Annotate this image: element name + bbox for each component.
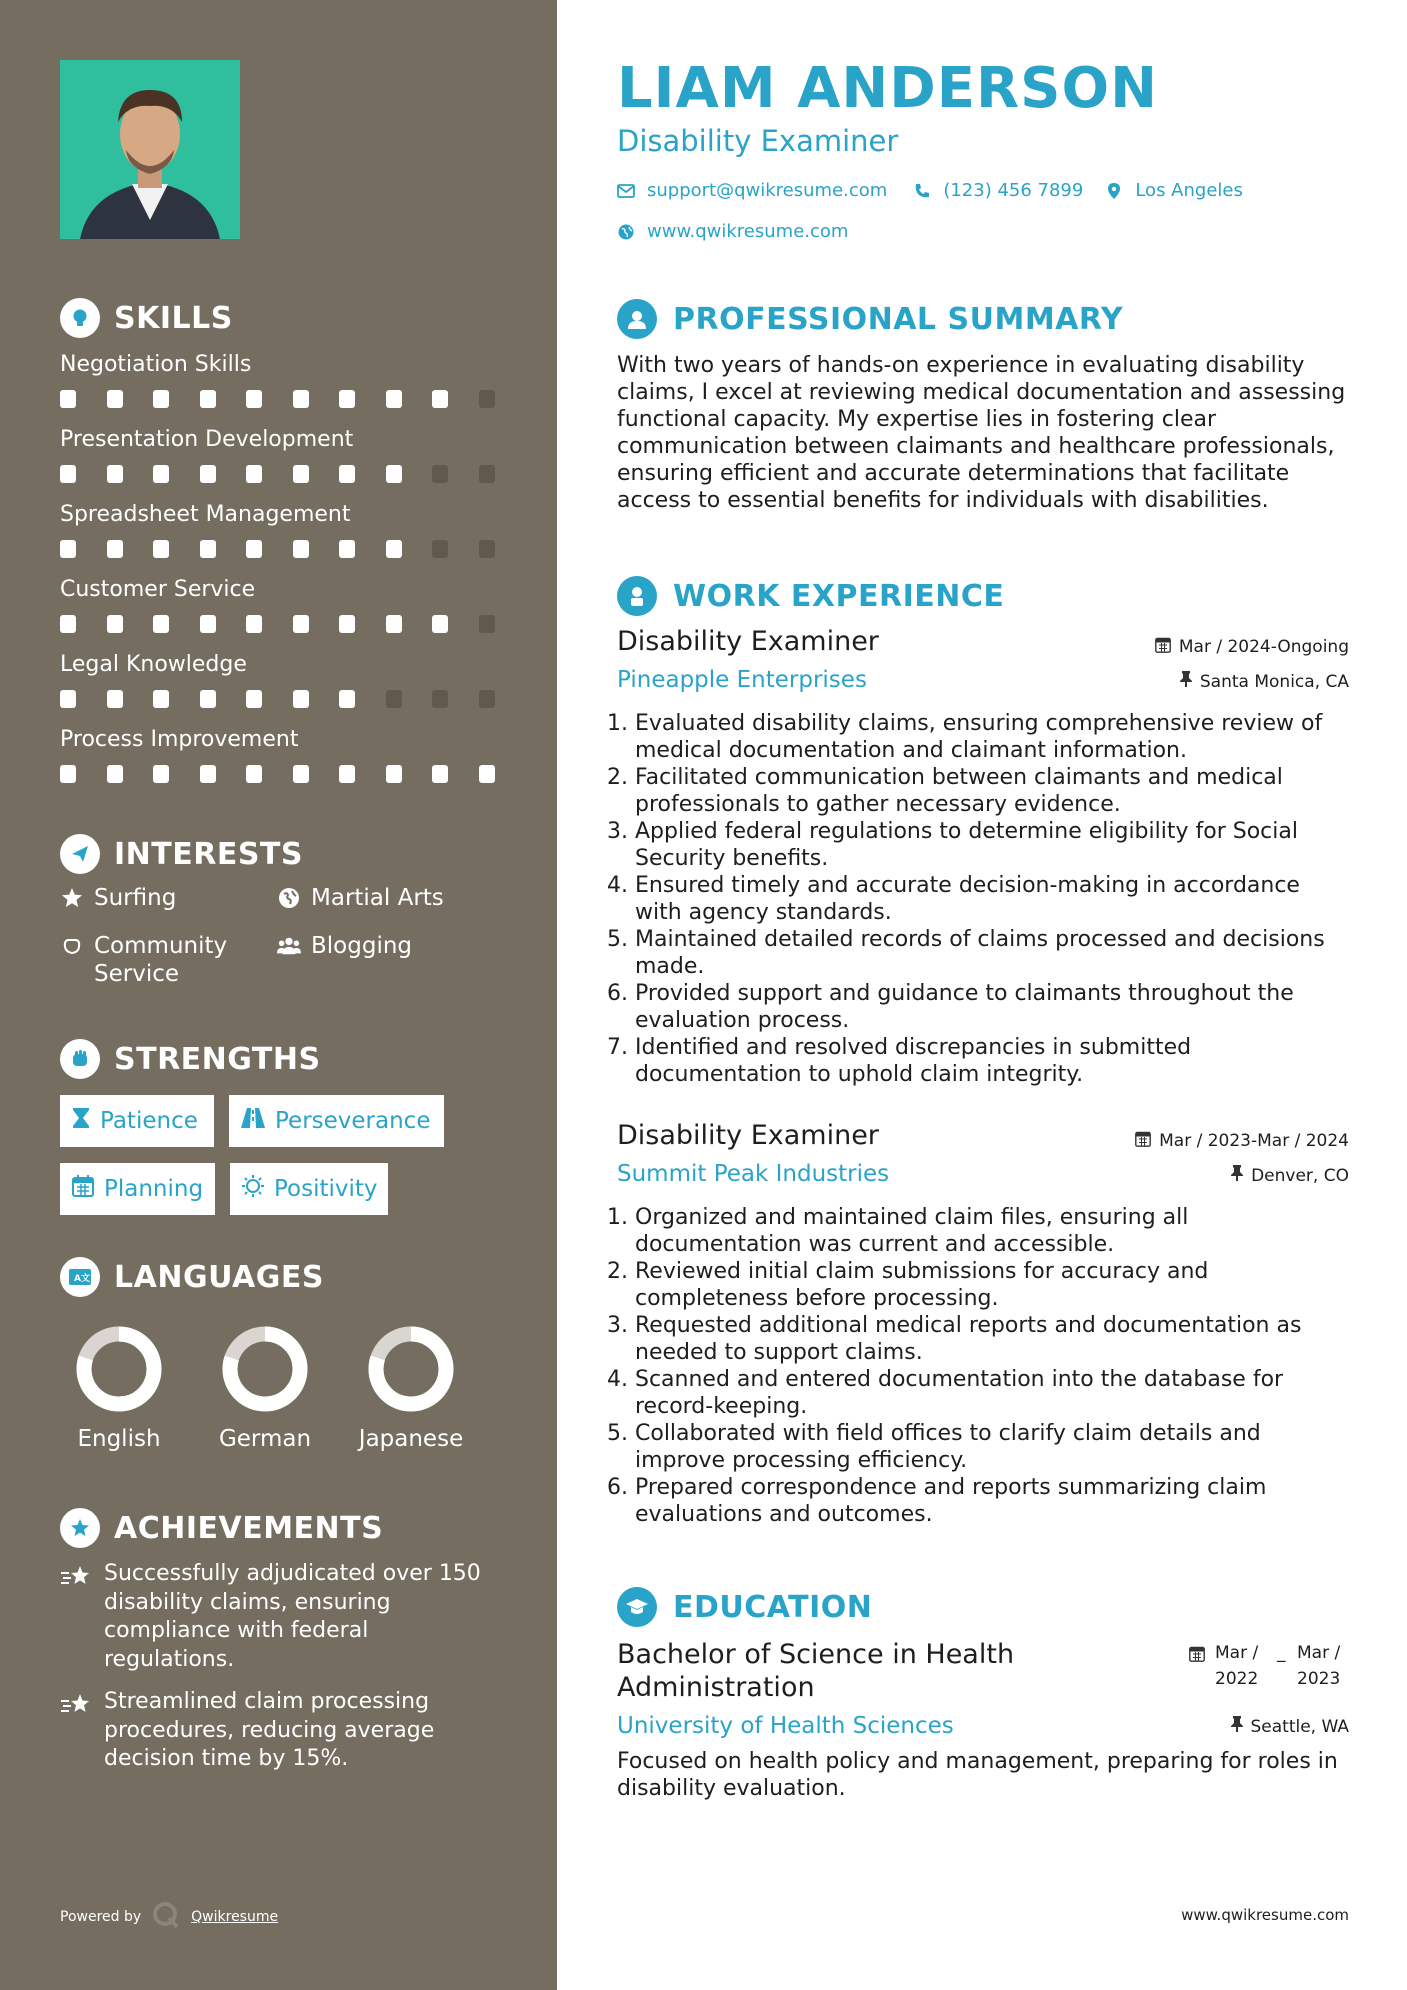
skill-dot	[479, 765, 495, 783]
education-end: Mar / 2023	[1297, 1643, 1341, 1689]
envelope-icon	[617, 182, 635, 200]
svg-text:A: A	[74, 1274, 82, 1284]
skill-dot	[60, 615, 76, 633]
skill-rating	[60, 765, 525, 783]
job-company: Pineapple Enterprises	[617, 667, 867, 693]
language-item	[356, 1326, 466, 1452]
skill-dot	[432, 615, 448, 633]
skill-dot	[339, 540, 355, 558]
skill-dot	[293, 540, 309, 558]
achievements-heading: ACHIEVEMENTS	[114, 1510, 384, 1546]
skill-dot	[293, 765, 309, 783]
sun-icon	[242, 1175, 264, 1203]
skill-dot	[339, 465, 355, 483]
phone-icon	[913, 182, 931, 200]
achievement-item: Streamlined claim processing procedures, reducing average decision time by 15%.	[60, 1688, 500, 1774]
skills-title	[60, 298, 233, 338]
users-icon	[277, 934, 301, 958]
email-link[interactable]: support@qwikresume.com	[647, 180, 888, 201]
globe-icon	[277, 886, 301, 910]
skill-dot	[153, 765, 169, 783]
duty-item: 5. Maintained detailed records of claims processed and decisions made.	[635, 926, 1349, 980]
duty-item: 7. Identified and resolved discrepancies in submitted documentation to uphold claim integrity.	[635, 1034, 1349, 1088]
skill-rating	[60, 390, 525, 408]
interests-heading: INTERESTS	[114, 836, 303, 872]
education-text: Focused on health policy and management, preparing for roles in disability evaluation.	[617, 1749, 1338, 1801]
skill-dot	[432, 390, 448, 408]
skill-dot	[200, 540, 216, 558]
sidebar	[0, 0, 557, 1990]
duty-item: 4. Scanned and entered documentation into the database for record-keeping.	[635, 1366, 1349, 1420]
website-row	[617, 221, 848, 242]
skill-dot	[339, 690, 355, 708]
skill-dot	[246, 390, 262, 408]
skill-dot	[479, 390, 495, 408]
education-dates: Mar / 2022 _ Mar / 2023	[1189, 1640, 1349, 1692]
skill-dot	[246, 540, 262, 558]
job-duties	[617, 1204, 1349, 1528]
skill-dot	[246, 615, 262, 633]
skill-dot	[386, 765, 402, 783]
duty-item: 4. Ensured timely and accurate decision-making in accordance with agency standards.	[635, 872, 1349, 926]
skill-dot	[246, 465, 262, 483]
duty-item: 3. Applied federal regulations to determine eligibility for Social Security benefits.	[635, 818, 1349, 872]
skill-name: Legal Knowledge	[60, 652, 247, 677]
calendar-icon	[1135, 1130, 1151, 1152]
duty-item: 6. Provided support and guidance to claimants throughout the evaluation process.	[635, 980, 1349, 1034]
interest-martial-arts: Martial Arts	[277, 884, 444, 912]
qwikresume-logo-icon	[151, 1900, 181, 1934]
skill-dot	[339, 765, 355, 783]
skill-dot	[153, 690, 169, 708]
language-name: Japanese	[358, 1426, 464, 1452]
skill-name: Spreadsheet Management	[60, 502, 351, 527]
skill-rating	[60, 615, 525, 633]
skill-dot	[153, 540, 169, 558]
pushpin-icon	[1231, 1716, 1243, 1737]
skill-dot	[107, 690, 123, 708]
skill-dot	[200, 765, 216, 783]
job-location: Denver, CO	[1231, 1165, 1349, 1186]
duty-item: 2. Reviewed initial claim submissions for accuracy and completeness before processing.	[635, 1258, 1349, 1312]
skill-dot	[60, 540, 76, 558]
strength-planning: Planning	[60, 1163, 215, 1215]
skill-dot	[200, 690, 216, 708]
skill-dot	[479, 690, 495, 708]
language-ring	[368, 1326, 454, 1412]
star-icon	[60, 886, 84, 910]
skill-dot	[432, 540, 448, 558]
briefcase-user-icon	[617, 576, 657, 616]
skill-dot	[153, 615, 169, 633]
calendar-icon	[1155, 636, 1171, 658]
skill-dot	[386, 615, 402, 633]
globe-icon	[617, 223, 635, 241]
skill-dot	[293, 465, 309, 483]
job-dates: Mar / 2024-Ongoing	[1155, 636, 1349, 658]
language-name: English	[77, 1426, 161, 1452]
duty-item: 1. Evaluated disability claims, ensuring comprehensive review of medical documentation and claimant information.	[635, 710, 1349, 764]
location-text: Los Angeles	[1135, 180, 1243, 201]
skill-dot	[293, 390, 309, 408]
skill-rating	[60, 540, 525, 558]
skill-dot	[479, 615, 495, 633]
paper-plane-icon	[60, 834, 100, 874]
interests-title	[60, 834, 303, 874]
map-pin-icon	[1105, 182, 1123, 200]
trophy-star-icon	[60, 1508, 100, 1548]
interest-blogging: Blogging	[277, 932, 412, 960]
education-start: Mar / 2022	[1215, 1643, 1259, 1689]
skills-heading: SKILLS	[114, 300, 233, 336]
skill-dot	[293, 690, 309, 708]
skill-dot	[60, 465, 76, 483]
skill-name: Negotiation Skills	[60, 352, 252, 377]
website-link[interactable]: www.qwikresume.com	[647, 221, 849, 242]
profile-photo	[60, 60, 240, 239]
skill-dot	[153, 465, 169, 483]
shooting-star-icon	[60, 1692, 94, 1774]
skill-dot	[293, 615, 309, 633]
calendar-icon	[72, 1175, 94, 1203]
candidate-name: LIAM ANDERSON	[617, 56, 1158, 121]
achievement-item: Successfully adjudicated over 150 disability claims, ensuring compliance with federal regulations.	[60, 1560, 500, 1674]
summary-title: PROFESSIONAL SUMMARY	[617, 299, 1123, 339]
skill-dot	[386, 690, 402, 708]
skill-dot	[107, 390, 123, 408]
duty-item: 2. Facilitated communication between claimants and medical professionals to gather necessary evidence.	[635, 764, 1349, 818]
skill-dot	[107, 615, 123, 633]
skill-dot	[153, 390, 169, 408]
summary-text: With two years of hands-on experience in evaluating disability claims, I excel at reviewing medical documentation and assessing functional capacity. My expertise lies in fostering clear communication between claimants and healthcare professionals, ensuring efficient and accurate determinations that facilitate access to essential benefits for individuals with disabilities.	[617, 353, 1346, 513]
skill-rating	[60, 690, 525, 708]
phone-number[interactable]: (123) 456 7899	[943, 180, 1084, 201]
education-title: EDUCATION	[617, 1587, 872, 1627]
job-duties	[617, 710, 1349, 1088]
education-location: Seattle, WA	[1231, 1716, 1350, 1737]
skill-dot	[107, 540, 123, 558]
skill-dot	[339, 390, 355, 408]
job-title: Disability Examiner	[617, 626, 879, 657]
footer-url[interactable]: www.qwikresume.com	[1181, 1906, 1349, 1924]
candidate-role: Disability Examiner	[617, 124, 899, 158]
skill-dot	[107, 765, 123, 783]
skill-dot	[432, 765, 448, 783]
language-name: German	[218, 1426, 312, 1452]
user-icon	[617, 299, 657, 339]
skill-dot	[60, 765, 76, 783]
education-degree: Bachelor of Science in Health Administration	[617, 1639, 1015, 1703]
job-dates: Mar / 2023-Mar / 2024	[1135, 1130, 1349, 1152]
qwikresume-link[interactable]: Qwikresume	[191, 1909, 279, 1925]
achievements-title	[60, 1508, 383, 1548]
strengths-title	[60, 1039, 321, 1079]
skill-dot	[432, 465, 448, 483]
strength-positivity: Positivity	[230, 1163, 388, 1215]
language-item	[210, 1326, 320, 1452]
pushpin-icon	[1231, 1165, 1243, 1186]
skill-dot	[386, 390, 402, 408]
education-school: University of Health Sciences	[617, 1713, 954, 1739]
duty-item: 1. Organized and maintained claim files, ensuring all documentation was current and accessible.	[635, 1204, 1349, 1258]
shooting-star-icon	[60, 1564, 94, 1674]
skill-dot	[200, 465, 216, 483]
skill-name: Process Improvement	[60, 727, 299, 752]
interest-surfing: Surfing	[60, 884, 176, 912]
skill-dot	[246, 765, 262, 783]
skill-dot	[386, 465, 402, 483]
language-ring	[222, 1326, 308, 1412]
skill-dot	[200, 615, 216, 633]
language-ring	[76, 1326, 162, 1412]
duty-item: 6. Prepared correspondence and reports summarizing claim evaluations and outcomes.	[635, 1474, 1349, 1528]
duty-item: 3. Requested additional medical reports and documentation as needed to support claims.	[635, 1312, 1349, 1366]
calendar-icon	[1189, 1644, 1205, 1670]
strength-perseverance: Perseverance	[229, 1095, 444, 1147]
skill-dot	[107, 465, 123, 483]
skill-dot	[60, 690, 76, 708]
job-location: Santa Monica, CA	[1180, 671, 1349, 692]
powered-by: Powered by Qwikresume	[60, 1900, 278, 1934]
strengths-heading: STRENGTHS	[114, 1041, 321, 1077]
interest-community-service: Community Service	[60, 932, 260, 988]
skill-dot	[246, 690, 262, 708]
skill-dot	[479, 465, 495, 483]
job-company: Summit Peak Industries	[617, 1161, 890, 1187]
job-title: Disability Examiner	[617, 1120, 879, 1151]
road-icon	[241, 1108, 265, 1134]
svg-text:文: 文	[81, 1274, 91, 1284]
language-icon	[60, 1257, 100, 1297]
strength-patience: Patience	[60, 1095, 214, 1147]
skill-dot	[479, 540, 495, 558]
languages-heading: LANGUAGES	[114, 1259, 324, 1295]
skill-dot	[339, 615, 355, 633]
experience-title: WORK EXPERIENCE	[617, 576, 1004, 616]
hand-icon	[60, 934, 84, 958]
skill-dot	[386, 540, 402, 558]
contact-row	[617, 180, 1243, 201]
skill-name: Customer Service	[60, 577, 256, 602]
language-item	[64, 1326, 174, 1452]
lightbulb-icon	[60, 298, 100, 338]
duty-item: 5. Collaborated with field offices to clarify claim details and improve processing efficiency.	[635, 1420, 1349, 1474]
languages-title	[60, 1257, 324, 1297]
graduation-icon	[617, 1587, 657, 1627]
skill-dot	[432, 690, 448, 708]
fist-icon	[60, 1039, 100, 1079]
skill-rating	[60, 465, 525, 483]
hourglass-icon	[72, 1107, 90, 1135]
skill-dot	[60, 390, 76, 408]
pushpin-icon	[1180, 671, 1192, 692]
skill-name: Presentation Development	[60, 427, 354, 452]
skill-dot	[200, 390, 216, 408]
